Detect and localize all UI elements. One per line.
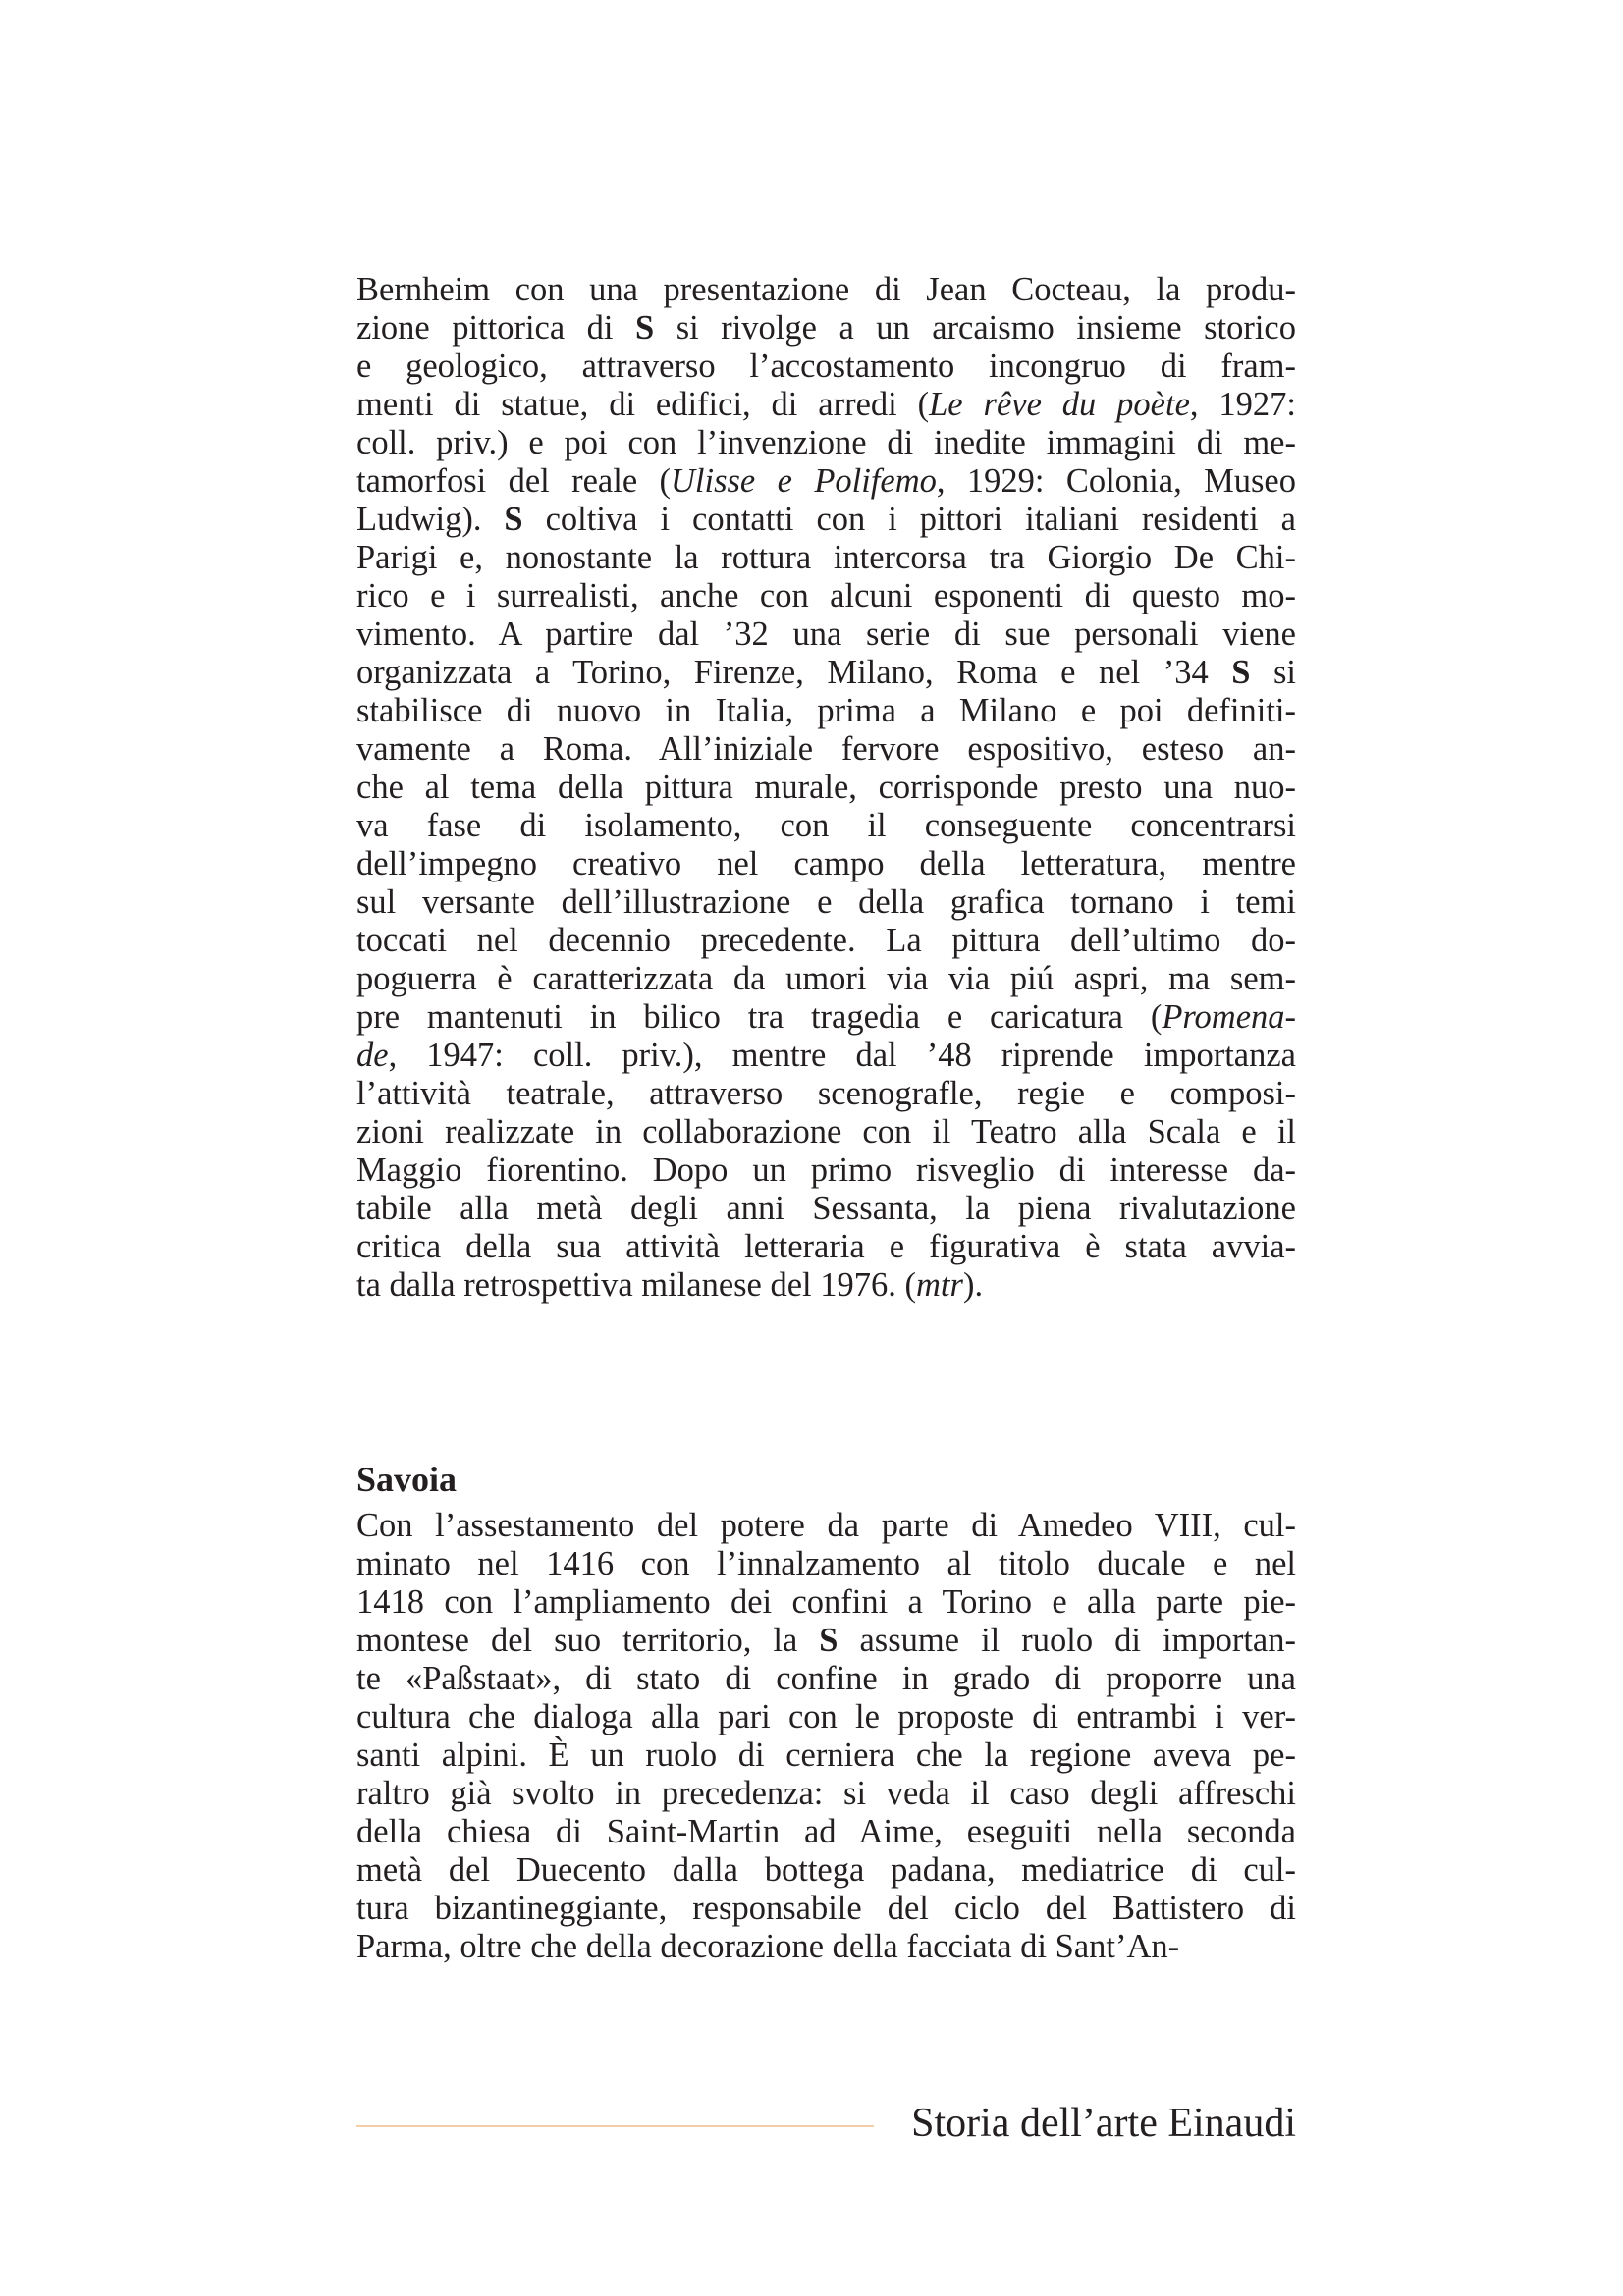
text-run: ). [962, 1266, 984, 1304]
text-line [356, 1583, 1296, 1622]
text-run: si rivolge a un arcaismo insieme storico [654, 309, 1296, 347]
text-run: pre mantenuti in bilico tra tragedia e caricatura ( [356, 998, 1163, 1036]
text-line [356, 1622, 1296, 1660]
text-run: , 1929: Colonia, Museo [936, 462, 1296, 500]
text-run: 1418 con l’ampliamento dei confini a Torino e alla parte pie- [356, 1583, 1296, 1621]
text-line [356, 1698, 1296, 1736]
text-run: montese del suo territorio, la [356, 1622, 820, 1659]
text-line [356, 1660, 1296, 1698]
text-line [356, 1228, 1296, 1266]
text-line [356, 1851, 1296, 1890]
text-run: stabilisce di nuovo in Italia, prima a Milano e poi definiti- [356, 692, 1296, 729]
text-run: Ulisse e Polifemo [671, 462, 937, 500]
text-line [356, 1507, 1296, 1545]
text-run: S [819, 1622, 839, 1659]
text-run: S [504, 501, 523, 538]
text-line [356, 577, 1296, 615]
text-run: S [635, 309, 655, 347]
text-run: , 1947: coll. priv.), mentre dal ’48 riprende importanza [388, 1037, 1296, 1074]
text-run: Promena- [1162, 998, 1296, 1036]
text-line [356, 998, 1296, 1037]
text-run: tamorfosi del reale ( [356, 462, 671, 500]
text-run: Ludwig). [356, 501, 505, 538]
paragraph-2 [356, 1507, 1296, 1966]
text-run: Con l’assestamento del potere da parte di Amedeo VIII, cul- [356, 1507, 1296, 1544]
text-line [356, 462, 1296, 501]
text-line [356, 845, 1296, 883]
text-run: de [356, 1037, 389, 1074]
text-line [356, 1545, 1296, 1583]
text-line [356, 1190, 1296, 1228]
text-line [356, 1266, 1296, 1305]
text-line [356, 807, 1296, 845]
text-line [356, 424, 1296, 462]
text-run: S [1231, 654, 1251, 691]
text-run: minato nel 1416 con l’innalzamento al titolo ducale e nel [356, 1545, 1296, 1582]
text-run: coltiva i contatti con i pittori italiani residenti a [522, 501, 1296, 538]
text-run: della chiesa di Saint-Martin ad Aime, eseguiti nella seconda [356, 1813, 1296, 1850]
text-line [356, 539, 1296, 577]
text-run: zioni realizzate in collaborazione con il Teatro alla Scala e il [356, 1113, 1296, 1150]
text-line [356, 960, 1296, 998]
text-run: cultura che dialoga alla pari con le proposte di entrambi i ver- [356, 1698, 1296, 1735]
text-line [356, 1113, 1296, 1151]
text-run: menti di statue, di edifici, di arredi ( [356, 386, 930, 423]
text-line [356, 1813, 1296, 1851]
paragraph-1 [356, 271, 1296, 1305]
text-run: toccati nel decennio precedente. La pittura dell’ultimo do- [356, 922, 1296, 959]
text-run: Parigi e, nonostante la rottura intercorsa tra Giorgio De Chi- [356, 539, 1296, 576]
text-run: zione pittorica di [356, 309, 636, 347]
footer-title: Storia dell’arte Einaudi [911, 2101, 1296, 2146]
section-heading: Savoia [356, 1460, 458, 1499]
text-run: poguerra è caratterizzata da umori via via piú aspri, ma sem- [356, 960, 1296, 997]
text-line [356, 386, 1296, 424]
text-line [356, 1928, 1296, 1966]
text-run: organizzata a Torino, Firenze, Milano, Roma e nel ’34 [356, 654, 1232, 691]
text-run: si [1250, 654, 1296, 691]
text-line [356, 1075, 1296, 1113]
text-line [356, 271, 1296, 309]
text-run: raltro già svolto in precedenza: si veda il caso degli affreschi [356, 1775, 1296, 1812]
text-run: e geologico, attraverso l’accostamento incongruo di fram- [356, 347, 1296, 385]
text-line [356, 730, 1296, 769]
text-run: santi alpini. È un ruolo di cerniera che la regione aveva pe- [356, 1736, 1296, 1774]
text-line [356, 309, 1296, 347]
text-run: tabile alla metà degli anni Sessanta, la piena rivalutazione [356, 1190, 1296, 1227]
text-run: coll. priv.) e poi con l’invenzione di inedite immagini di me- [356, 424, 1296, 461]
text-run: vimento. A partire dal ’32 una serie di sue personali viene [356, 615, 1296, 653]
text-line [356, 501, 1296, 539]
text-line [356, 883, 1296, 922]
text-run: metà del Duecento dalla bottega padana, mediatrice di cul- [356, 1851, 1296, 1889]
text-line [356, 769, 1296, 807]
text-run: rico e i surrealisti, anche con alcuni esponenti di questo mo- [356, 577, 1296, 614]
text-line [356, 615, 1296, 654]
text-run: critica della sua attività letteraria e figurativa è stata avvia- [356, 1228, 1296, 1265]
text-run: , 1927: [1189, 386, 1296, 423]
text-line [356, 347, 1296, 386]
text-run: Le rêve du poète [929, 386, 1190, 423]
text-run: Maggio fiorentino. Dopo un primo risveglio di interesse da- [356, 1151, 1296, 1189]
text-run: vamente a Roma. All’iniziale fervore espositivo, esteso an- [356, 730, 1296, 768]
text-run: Bernheim con una presentazione di Jean Cocteau, la produ- [356, 271, 1296, 308]
text-run: che al tema della pittura murale, corrisponde presto una nuo- [356, 769, 1296, 806]
text-run: mtr [916, 1266, 963, 1304]
text-line [356, 1151, 1296, 1190]
text-run: tura bizantineggiante, responsabile del ciclo del Battistero di [356, 1890, 1296, 1927]
text-run: va fase di isolamento, con il conseguente concentrarsi [356, 807, 1296, 844]
text-run: te «Paßstaat», di stato di confine in grado di proporre una [356, 1660, 1296, 1697]
text-line [356, 1037, 1296, 1075]
text-run: assume il ruolo di importan- [838, 1622, 1296, 1659]
footer-rule [356, 2125, 874, 2127]
text-run: Parma, oltre che della decorazione della facciata di Sant’An- [356, 1928, 1180, 1965]
text-line [356, 654, 1296, 692]
text-line [356, 692, 1296, 730]
text-line [356, 1890, 1296, 1928]
text-line [356, 1775, 1296, 1813]
text-line [356, 922, 1296, 960]
text-line [356, 1736, 1296, 1775]
text-run: ta dalla retrospettiva milanese del 1976. ( [356, 1266, 917, 1304]
text-run: l’attività teatrale, attraverso scenografle, regie e composi- [356, 1075, 1296, 1112]
text-run: dell’impegno creativo nel campo della letteratura, mentre [356, 845, 1296, 882]
text-run: sul versante dell’illustrazione e della grafica tornano i temi [356, 883, 1296, 921]
